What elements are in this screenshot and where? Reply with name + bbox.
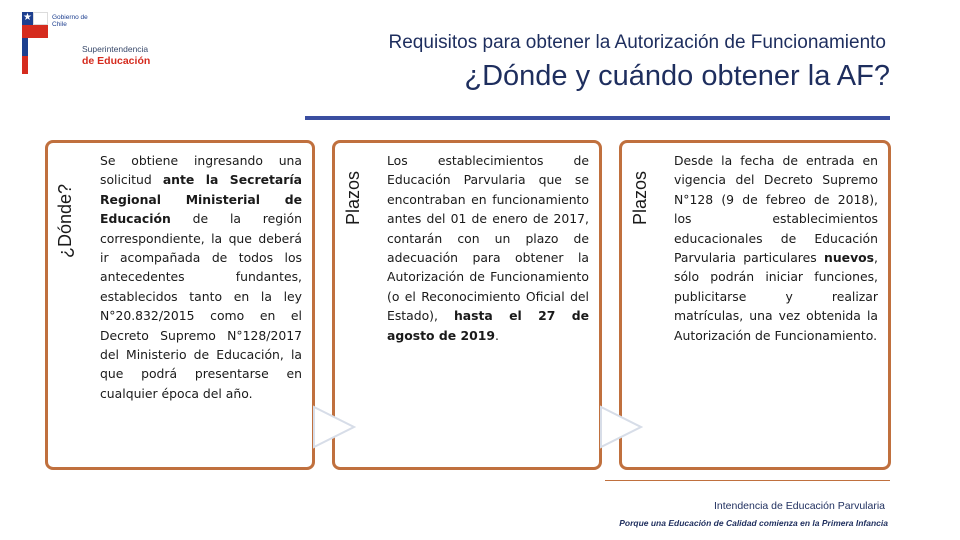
logo-gobierno-text: Gobierno de Chile [52,14,88,28]
panel-plazos-existentes-text [387,151,589,345]
panel-text-segment: hasta el 27 de agosto de 2019 [387,308,589,343]
slide-subtitle: Requisitos para obtener la Autorización de Funcionamiento [388,32,886,53]
panel-text-segment: Los establecimientos de Educación Parvularia que se encontraban en funcionamiento antes del 01 de enero de 2017, contarán con un plazo de adecuación para obtener la Autorización de Funcionamiento (o el Reconocimiento Oficial del Estado), [387,153,589,324]
panel-plazos-existentes-label: Plazos [343,170,363,225]
panel-text-segment: Se obtiene ingresando una solicitud [100,153,302,188]
arrow-right-icon [312,405,356,449]
logo-color-bar [22,38,28,74]
footer-tagline: Porque una Educación de Calidad comienza en la Primera Infancia [619,518,888,528]
panel-text-segment: . [494,327,499,343]
title-accent-line [305,116,890,120]
panel-plazos-nuevos-text [674,151,878,345]
logo-educacion-text: de Educación [82,55,151,67]
panel-text-segment: ante la Secretaría Regional Ministerial de Educación [100,172,302,227]
logo-superintendencia-text: Superintendencia [82,44,149,54]
arrow-right-icon [599,405,643,449]
slide-title: ¿Dónde y cuándo obtener la AF? [464,60,890,92]
panel-donde [45,140,315,470]
panel-text-segment: Desde la fecha de entrada en vigencia del Decreto Supremo N°128 (9 de febreo de 2018), los establecimientos educacionales de Educación Parvularia particulares [674,153,878,266]
footer-divider [605,480,890,481]
panel-text-segment: nuevos [824,250,875,266]
panel-text-segment: , sólo podrán iniciar funciones, publicitarse y realizar matrículas, una vez obtenida la Autorización de Funcionamiento. [674,250,878,343]
footer-organization: Intendencia de Educación Parvularia [713,500,885,512]
panel-donde-text [100,151,302,403]
panel-plazos-existentes [332,140,602,470]
chile-flag-icon: ★ [22,12,48,38]
superintendencia-logo [0,0,170,80]
panel-text-segment: de la región correspondiente, la que deberá ir acompañada de todos los antecedentes fundantes, establecidos tanto en la ley N°20.832/2015 como en el Decreto Supremo N°128/2017 del Ministerio de Educación, la que podrá presentarse en cualquier época del año. [100,211,302,401]
panel-donde-label: ¿Dónde? [55,183,75,258]
panel-plazos-nuevos-label: Plazos [630,170,650,225]
panel-plazos-nuevos [619,140,891,470]
